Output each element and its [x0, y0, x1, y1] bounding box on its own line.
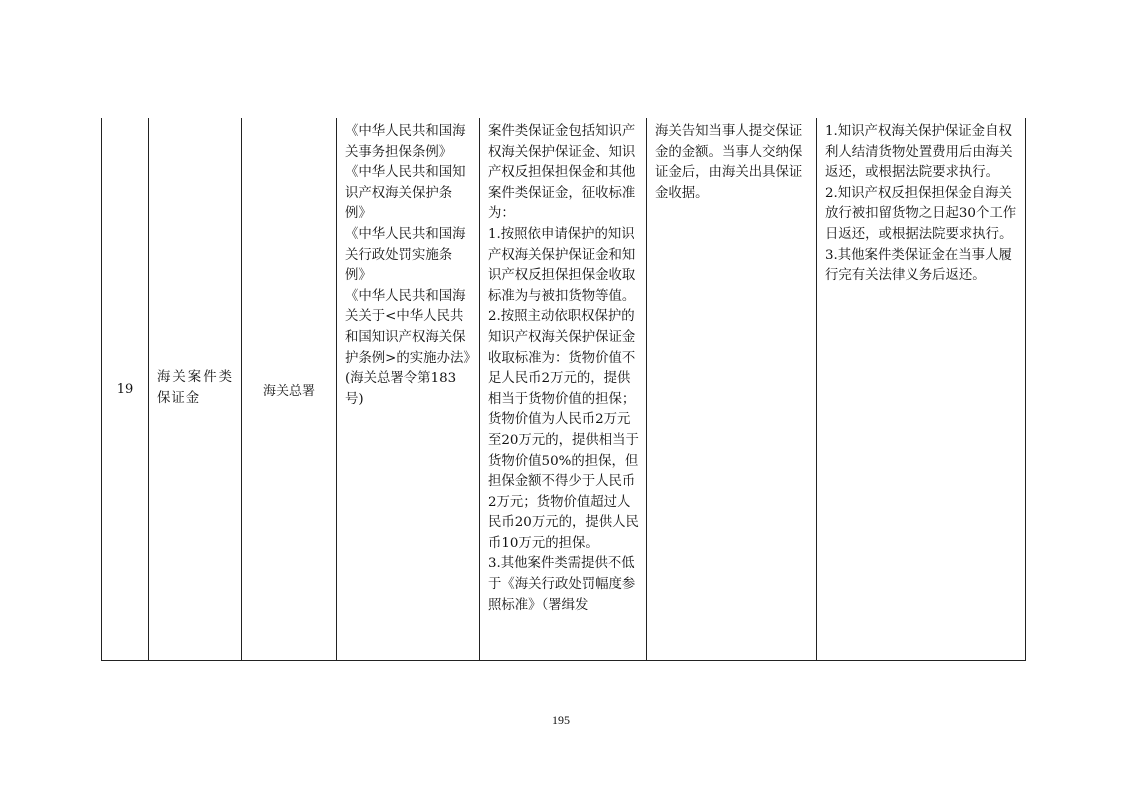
procedure: 海关告知当事人提交保证金的金额。当事人交纳保证金后，由海关出具保证金收据。 — [655, 124, 803, 201]
item-name-cell — [149, 118, 242, 661]
table-row — [102, 118, 1026, 661]
item-name: 海关案件类保证金 — [157, 370, 233, 406]
legal-basis: 《中华人民共和国海关事务担保条例》 《中华人民共和国知识产权海关保护条例》 《中华人民共和国海关行政处罚实施条例》 《中华人民共和国海关关于<中华人民共和国知识产权海关保护条例>的实施办法》(海关总署令第183号) — [345, 124, 471, 407]
return-rule: 1.知识产权海关保护保证金自权利人结清货物处置费用后由海关返还，或根据法院要求执行。 2.知识产权反担保担保金自海关放行被扣留货物之日起30个工作日返还，或根据法院要求执行。 3.其他案件类保证金在当事人履行完有关法律义务后返还。 — [825, 124, 1017, 284]
page-number: 195 — [552, 713, 570, 727]
row-number: 19 — [102, 118, 149, 661]
legal-basis-cell — [337, 118, 480, 661]
department: 海关总署 — [242, 118, 337, 661]
procedure-cell — [647, 118, 817, 661]
return-rule-cell — [817, 118, 1026, 661]
fee-standard-cell — [480, 118, 647, 661]
fee-standard: 案件类保证金包括知识产权海关保护保证金、知识产权反担保担保金和其他案件类保证金，征收标准为： 1.按照依申请保护的知识产权海关保护保证金和知识产权反担保担保金收取标准为与被扣货物等值。 2.按照主动依职权保护的知识产权海关保护保证金收取标准为：货物价值不足人民币2万元的，提供相当于货物价值的担保；货物价值为人民币2万元至20万元的，提供相当于货物价值50%的担保，但担保金额不得少于人民币2万元；货物价值超过人民币20万元的，提供人民币10万元的担保。 3.其他案件类需提供不低于《海关行政处罚幅度参照标准》（署缉发 — [488, 124, 639, 613]
fee-table — [101, 118, 1026, 661]
